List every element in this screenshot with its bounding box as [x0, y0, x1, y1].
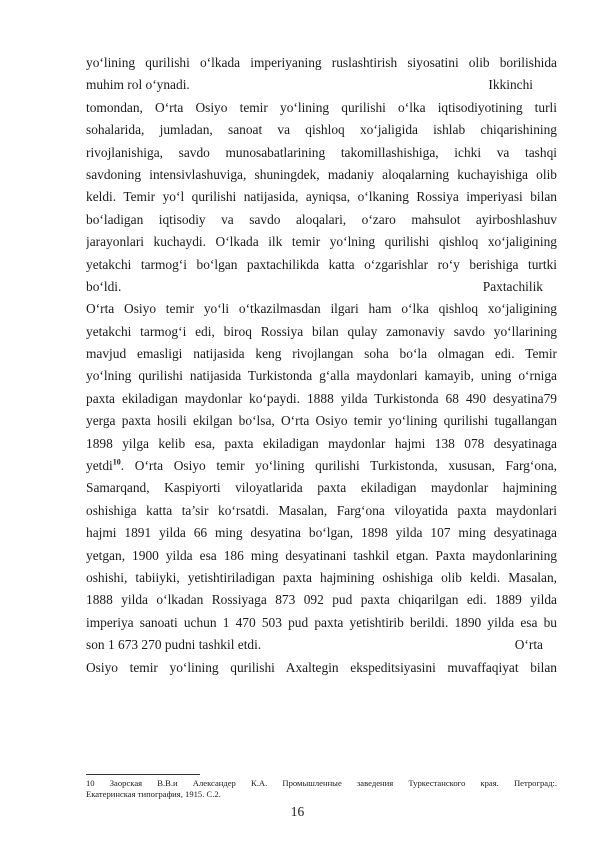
text-fragment: . O‘rta Osiyo temir yo‘lining qurilishi Turkistonda, xususan, Farg‘ona, [120, 458, 557, 474]
text-line: bo‘ladigan iqtisodiy va savdo aloqalari, o‘zaro mahsulot ayirboshlashuv [86, 211, 557, 227]
text-line: paxta ekiladigan maydonlar ko‘paydi. 1888 yilda Turkistonda 68 490 desyatina79 [86, 390, 557, 406]
text-line: yo‘lning qurilishi natijasida Turkistonda g‘alla maydonlari kamayib, uning o‘rniga [86, 368, 557, 384]
text-line: Osiyo temir yo‘lining qurilishi Axaltegin ekspeditsiyasini muvaffaqiyat bilan [86, 659, 557, 675]
page-number: 16 [290, 804, 305, 819]
text-fragment: bo‘ldi. [86, 278, 122, 294]
text-line [86, 74, 557, 96]
text-line: 1898 yilga kelib esa, paxta ekiladigan maydonlar hajmi 138 078 desyatinaga [86, 435, 557, 451]
footnote-divider [86, 774, 200, 775]
text-fragment: Paxtachilik [482, 278, 543, 294]
text-line: sohalarida, jumladan, sanoat va qishloq xo‘jaligida ishlab chiqarishining [86, 122, 557, 138]
text-line: mavjud emasligi natijasida keng rivojlangan soha bo‘la olmagan edi. Temir [86, 346, 557, 362]
text-line: yetakchi tarmog‘i bo‘lgan paxtachilikda katta o‘zgarishlar ro‘y berishiga turtki [86, 256, 557, 272]
footnote-line: 10 Заорская В.В.и Александер К.А. Промышленные заведения Туркестанского края. Петроград:. [86, 778, 557, 788]
text-line: yetgan, 1900 yilda esa 186 ming desyatinani tashkil etgan. Paxta maydonlarining [86, 547, 557, 563]
footnote-line: Екатеринская типография, 1915. С.2. [86, 788, 221, 799]
text-line: 1888 yilda o‘lkadan Rossiyaga 873 092 pud paxta chiqarilgan edi. 1889 yilda [86, 592, 557, 608]
text-line: oshishi, tabiiyki, yetishtiriladigan paxta hajmining oshishiga olib keldi. Masalan, [86, 569, 557, 585]
text-line: jarayonlari kuchaydi. O‘lkada ilk temir yo‘lning qurilishi qishloq xo‘jaligining [86, 234, 557, 250]
text-line: Samarqand, Kaspiyorti viloyatlarida paxta ekiladigan maydonlar hajmining [86, 480, 557, 496]
footnote-marker: 10 [112, 457, 121, 467]
text-fragment: son 1 673 270 pudni tashkil etdi. [86, 637, 262, 653]
text-line: oshishiga katta ta’sir ko‘rsatdi. Masalan, Farg‘ona viloyatida paxta maydonlari [86, 502, 557, 518]
text-line: imperiya sanoati uchun 1 470 503 pud paxta yetishtirib berildi. 1890 yilda esa bu [86, 614, 557, 630]
text-line: rivojlanishiga, savdo munosabatlarining takomillashishiga, ichki va tashqi [86, 144, 557, 160]
text-line: O‘rta Osiyo temir yo‘li o‘tkazilmasdan ilgari ham o‘lka qishloq xo‘jaligining [86, 301, 557, 317]
text-fragment: O‘rta [514, 637, 543, 653]
text-line [86, 276, 557, 298]
text-line: yerga paxta hosili ekilgan bo‘lsa, O‘rta Osiyo temir yo‘lining qurilishi tugallangan [86, 413, 557, 429]
text-fragment: Ikkinchi [488, 77, 533, 93]
text-line: yetakchi tarmog‘i edi, biroq Rossiya bilan qulay zamonaviy savdo yo‘llarining [86, 323, 557, 339]
text-line: keldi. Temir yo‘l qurilishi natijasida, ayniqsa, o‘lkaning Rossiya imperiyasi bilan [86, 189, 557, 205]
text-line: yo‘lining qurilishi o‘lkada imperiyaning ruslashtirish siyosatini olib borilishida [86, 55, 557, 70]
text-line: savdoning intensivlashuviga, shuningdek, madaniy aloqalarning kuchayishiga olib [86, 166, 557, 182]
text-line: tomondan, O‘rta Osiyo temir yo‘lining qurilishi o‘lka iqtisodiyotining turli [86, 99, 557, 115]
footnote [86, 778, 557, 799]
document-body [86, 52, 557, 679]
text-fragment: yetdi [86, 458, 113, 474]
text-fragment: muhim rol o‘ynadi. [86, 77, 190, 93]
text-line [86, 634, 557, 656]
text-line: hajmi 1891 yilda 66 ming desyatina bo‘lgan, 1898 yilda 107 ming desyatinaga [86, 525, 557, 541]
text-line [86, 455, 557, 477]
